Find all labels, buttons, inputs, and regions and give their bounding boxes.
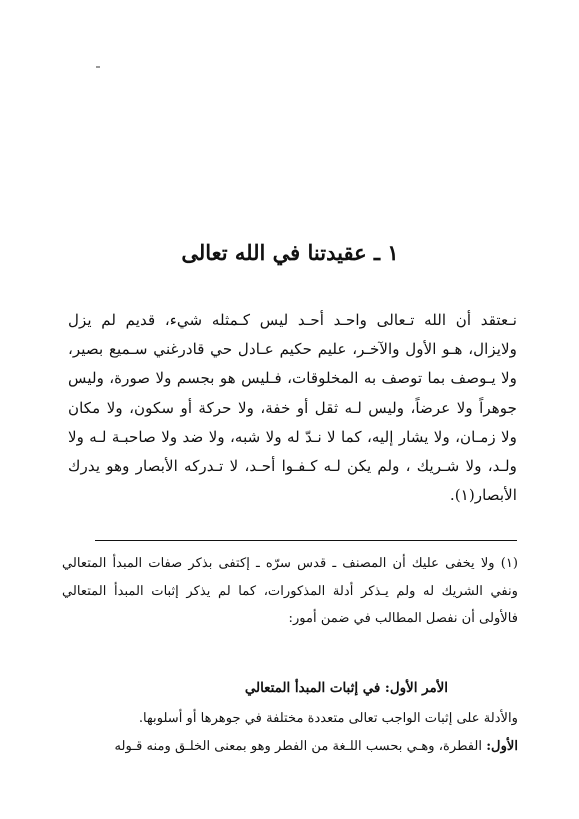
footnote-line-1: والأدلة على إثبات الواجب تعالى متعددة مختلفة في جوهرها أو أسلوبها. [138, 711, 518, 726]
scan-speck [96, 66, 100, 68]
footnote-heading: الأمر الأول: في إثبات المبدأ المتعالي [244, 680, 448, 696]
footnote-separator [95, 540, 517, 541]
main-text [68, 306, 517, 510]
footnote-text: (١) ولا يخفى عليك أن المصنف ـ قدس سرّه ـ إكتفى بذكر صفات المبدأ المتعالي ونفي الشريك له ولم يـذكر أدلة المذكورات، كما لم يذكر إثبات المبدأ المتعالي فالأولى أن نفصل المطالب في ضمن أمور: [62, 556, 518, 626]
footnote-line-2-label: الأول: [486, 738, 518, 754]
main-paragraph: نـعتقد أن الله تـعالى واحـد أحـد ليس كـمثله شيء، قديم لم يزل ولايزال، هـو الأول والآخـر، عليم حكيم عـادل حي قادرغني سـميع بصير، ولا يـوصف بما توصف به المخلوقات، فـليس هو بجسم ولا صورة، وليس جوهراً ولا عرضاً، وليس لـه ثقل أو خفة، ولا حركة أو سكون، ولا مكان ولا زمـان، ولا يشار إليه، كما لا نـدّ له ولا شبه، ولا ضد ولا صاحبـة لـه ولا ولـد، ولا شـريك ، ولم يكن لـه كـفـوا أحـد، لا تـدركه الأبصار وهو يدرك الأبصار(١). [68, 311, 517, 505]
chapter-title: ١ ـ عقيدتنا في الله تعالى [181, 240, 399, 265]
footnote-body [62, 705, 518, 760]
footnote-line-2 [62, 733, 518, 761]
footnote [62, 550, 518, 633]
footnote-line-2-text: الفطرة، وهـي بحسب اللـغة من الفطر وهو بمعنى الخلـق ومنه قـوله [114, 738, 487, 754]
